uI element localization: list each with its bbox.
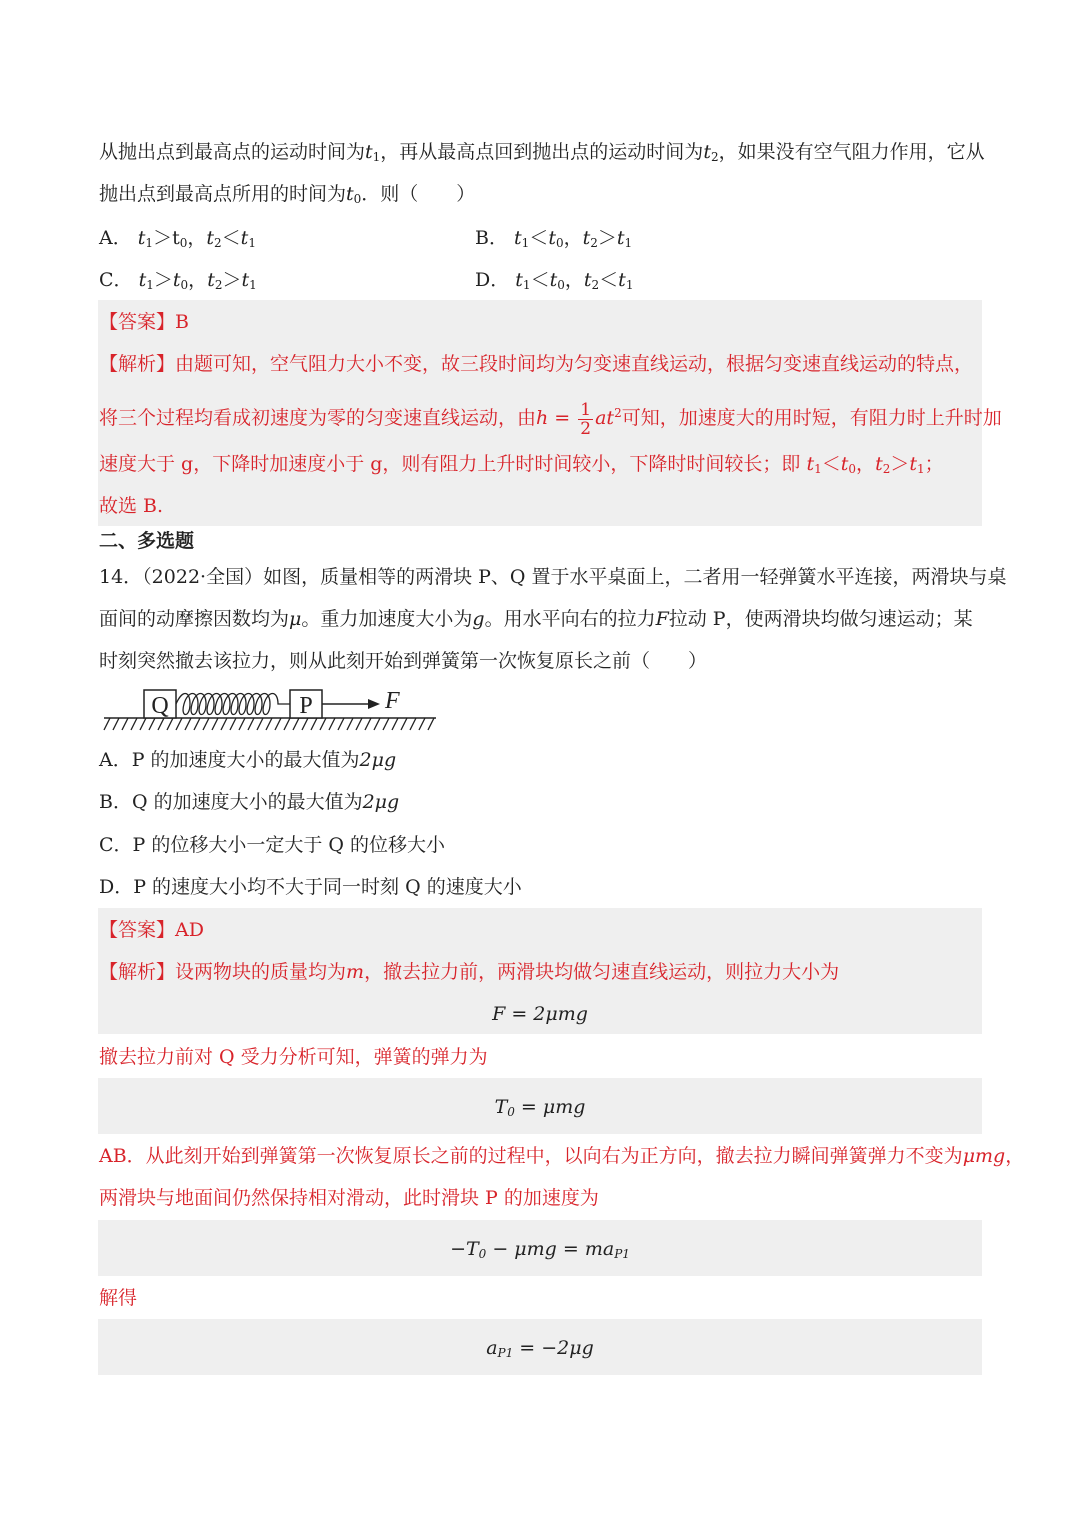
q13-answer: 【答案】B <box>99 311 189 333</box>
section-title-multi-choice: 二、多选题 <box>99 530 195 552</box>
q13-option-a: A． $t_1>t_0$，$t_2<t_1$ <box>99 227 256 250</box>
q14-option-d: D．P 的速度大小均不大于同一时刻 Q 的速度大小 <box>99 876 522 898</box>
q13-analysis-line2: 将三个过程均看成初速度为零的匀变速直线运动，由h = $\frac{1}{2}$ $at^2$可知，加速度大的用时短，有阻力时上升时加 <box>99 399 1002 439</box>
q14-option-a: A．P 的加速度大小的最大值为2μg <box>99 749 397 771</box>
fraction-one-half: $\frac{1}{2}$ <box>580 399 592 439</box>
q14-stem-line2: 面间的动摩擦因数均为μ。重力加速度大小为g。用水平向右的拉力F拉动 P，使两滑块均做匀速运动；某 <box>99 608 973 630</box>
q13-stem-line2: 抛出点到最高点所用的时间为$t_0$．则（ ） <box>99 183 476 206</box>
block-q-label: Q <box>151 693 169 719</box>
q14-analysis-line1: 【解析】设两物块的质量均为m，撤去拉力前，两滑块均做匀速直线运动，则拉力大小为 <box>99 961 840 983</box>
q14-stem-line1: 14．（2022·全国）如图，质量相等的两滑块 P、Q 置于水平桌面上，二者用一轻弹簧水平连接，两滑块与桌 <box>99 566 1007 588</box>
q14-equation-2: $T_0 = \mu mg$ <box>494 1096 586 1119</box>
q13-option-b: B． $t_1<t_0$，$t_2>t_1$ <box>475 227 633 250</box>
q14-text-3-line2: 两滑块与地面间仍然保持相对滑动，此时滑块 P 的加速度为 <box>99 1187 599 1209</box>
q14-text-2: 撤去拉力前对 Q 受力分析可知，弹簧的弹力为 <box>99 1046 488 1068</box>
q13-option-c: C． $t_1>t_0$，$t_2>t_1$ <box>99 269 257 292</box>
q13-stem-line1: 从抛出点到最高点的运动时间为$t_1$，再从最高点回到抛出点的运动时间为$t_2$，如果没有空气阻力作用，它从 <box>99 141 985 164</box>
block-p-label: P <box>299 693 313 719</box>
q14-option-b: B．Q 的加速度大小的最大值为2μg <box>99 791 400 813</box>
q14-equation-1: F = 2μmg <box>492 1003 588 1025</box>
ground-hatch <box>104 718 434 730</box>
q13-option-d: D． $t_1<t_0$，$t_2<t_1$ <box>475 269 634 292</box>
q14-text-4: 解得 <box>99 1287 138 1309</box>
q14-answer: 【答案】AD <box>99 919 204 941</box>
q13-analysis-line4: 故选 B. <box>99 495 164 517</box>
q14-option-c: C．P 的位移大小一定大于 Q 的位移大小 <box>99 834 446 856</box>
q14-text-3-line1: AB．从此刻开始到弹簧第一次恢复原长之前的过程中，以向右为正方向，撤去拉力瞬间弹簧弹力不变为μmg， <box>99 1145 1025 1167</box>
q14-stem-line3: 时刻突然撤去该拉力，则从此刻开始到弹簧第一次恢复原长之前（ ） <box>99 650 708 672</box>
q14-equation-4: $a_{P1} = -2\mu g$ <box>486 1337 594 1360</box>
force-label: F <box>385 688 400 714</box>
q14-equation-3: $-T_0 - \mu mg = ma_{P1}$ <box>450 1238 630 1261</box>
spring <box>176 694 290 715</box>
spring-blocks-figure <box>100 684 440 734</box>
q13-analysis-line1: 【解析】由题可知，空气阻力大小不变，故三段时间均为匀变速直线运动，根据匀变速直线运动的特点， <box>99 353 974 375</box>
arrow-head-icon <box>368 699 380 709</box>
q13-analysis-line3: 速度大于 g，下降时加速度小于 g，则有阻力上升时时间较小，下降时时间较长；即 $t_1<t_0$，$t_2>t_1$； <box>99 453 944 476</box>
